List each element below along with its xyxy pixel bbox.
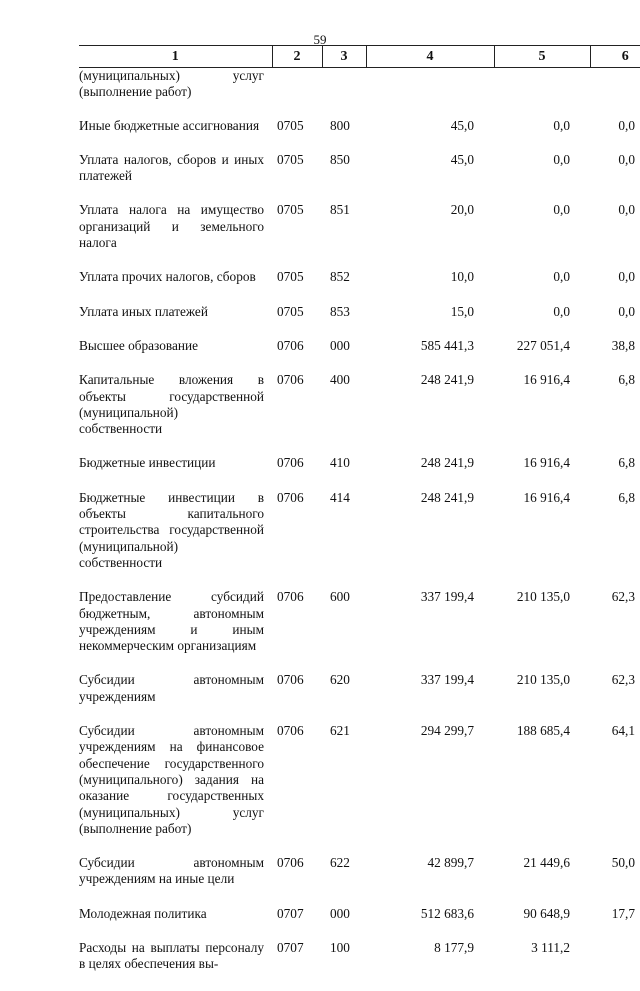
- cell-section: 0706: [277, 455, 304, 471]
- cell-name: Иные бюджетные ассигнования: [79, 117, 260, 133]
- cell-plan: 10,0: [450, 269, 474, 285]
- table-row: [79, 304, 640, 338]
- cell-section: 0706: [277, 372, 304, 388]
- cell-section: 0706: [277, 855, 304, 871]
- cell-percent: 0,0: [618, 202, 635, 218]
- cell-code: 100: [330, 939, 350, 955]
- cell-section: 0706: [277, 337, 304, 353]
- cell-percent: 62,3: [611, 589, 635, 605]
- cell-section: 0706: [277, 723, 304, 739]
- cell-code: 853: [330, 303, 350, 319]
- cell-name: Предоставление субсидий бюджетным, автономным учреждениям и иным некоммерческим организациям: [79, 589, 264, 654]
- cell-percent: 64,1: [611, 723, 635, 739]
- cell-plan: 294 299,7: [420, 723, 474, 739]
- cell-code: 410: [330, 455, 350, 471]
- cell-plan: 8 177,9: [434, 939, 474, 955]
- cell-plan: 20,0: [450, 202, 474, 218]
- cell-name: Субсидии автономным учреждениям: [79, 672, 264, 704]
- cell-actual: 16 916,4: [523, 372, 570, 388]
- cell-section: 0705: [277, 303, 304, 319]
- table-row: [79, 269, 640, 303]
- table-row: [79, 455, 640, 489]
- cell-code: 851: [330, 202, 350, 218]
- column-header: 6: [590, 46, 640, 68]
- budget-table: [79, 45, 640, 991]
- table-row: [79, 906, 640, 940]
- column-header: 3: [322, 46, 366, 68]
- cell-code: 000: [330, 905, 350, 921]
- cell-percent: [590, 940, 640, 991]
- cell-code: 850: [330, 151, 350, 167]
- cell-actual: 0,0: [553, 117, 570, 133]
- cell-percent: 6,8: [618, 455, 635, 471]
- cell-actual: 227 051,4: [516, 337, 570, 353]
- cell-name: Бюджетные инвестиции: [79, 455, 216, 471]
- column-header: 1: [79, 46, 272, 68]
- cell-code: 800: [330, 117, 350, 133]
- cell-actual: 188 685,4: [516, 723, 570, 739]
- cell-plan: 512 683,6: [420, 905, 474, 921]
- cell-section: 0705: [277, 202, 304, 218]
- cell-actual: 90 648,9: [523, 905, 570, 921]
- cell-percent: 6,8: [618, 372, 635, 388]
- cell-name: Капитальные вложения в объекты государственной (муниципальной) собственности: [79, 372, 264, 437]
- cell-plan: 42 899,7: [427, 855, 474, 871]
- cell-actual: 3 111,2: [531, 939, 570, 955]
- cell-name: Бюджетные инвестиции в объекты капитального строительства государственной (муниципальной) собственности: [79, 489, 264, 570]
- cell-section: 0705: [277, 151, 304, 167]
- cell-section: 0706: [277, 489, 304, 505]
- column-header: 4: [366, 46, 494, 68]
- cell-percent: 0,0: [618, 303, 635, 319]
- cell-actual: 0,0: [553, 269, 570, 285]
- table-row: [79, 152, 640, 203]
- cell-section: 0707: [277, 939, 304, 955]
- table-row: [79, 118, 640, 152]
- cell-actual: 21 449,6: [523, 855, 570, 871]
- cell-plan: 337 199,4: [420, 589, 474, 605]
- table-row: [79, 589, 640, 672]
- table-row: [79, 202, 640, 269]
- cell-name: Уплата налогов, сборов и иных платежей: [79, 151, 264, 184]
- cell-percent: 0,0: [618, 151, 635, 167]
- cell-plan: 585 441,3: [420, 337, 474, 353]
- cell-plan: 248 241,9: [420, 372, 474, 388]
- cell-code: 400: [330, 372, 350, 388]
- cell-actual: 210 135,0: [516, 589, 570, 605]
- cell-name: Уплата налога на имущество организаций и земельного налога: [79, 202, 264, 251]
- cell-name: Высшее образование: [79, 337, 198, 353]
- table-header-row: [79, 46, 640, 68]
- table-row: [79, 490, 640, 589]
- table-row: [79, 855, 640, 906]
- cell-name: Субсидии автономным учреждениям на иные цели: [79, 855, 264, 887]
- cell-name: Субсидии автономным учреждениям на финансовое обеспечение государственного (муниципального) задания на оказание государственных (муниципальных) услуг (выполнение работ): [79, 723, 264, 836]
- cell-code: 414: [330, 489, 350, 505]
- cell-name: Молодежная политика: [79, 905, 207, 921]
- cell-name: (муниципальных) услуг (выполнение работ): [79, 68, 264, 100]
- cell-actual: 16 916,4: [523, 489, 570, 505]
- cell-name: Уплата прочих налогов, сборов: [79, 269, 256, 285]
- cell-percent: 17,7: [611, 905, 635, 921]
- table-row: [79, 372, 640, 455]
- cell-section: 0707: [277, 905, 304, 921]
- cell-section: 0706: [277, 589, 304, 605]
- cell-plan: 45,0: [450, 151, 474, 167]
- cell-plan: 248 241,9: [420, 489, 474, 505]
- table-row: [79, 723, 640, 855]
- cell-plan: 45,0: [450, 117, 474, 133]
- cell-code: 621: [330, 723, 350, 739]
- cell-section: 0705: [277, 269, 304, 285]
- table-row: [79, 940, 640, 991]
- cell-percent: 0,0: [618, 269, 635, 285]
- cell-actual: 16 916,4: [523, 455, 570, 471]
- cell-name: Расходы на выплаты персоналу в целях обеспечения вы-: [79, 939, 264, 972]
- column-header: 2: [272, 46, 322, 68]
- cell-section: 0705: [277, 117, 304, 133]
- cell-plan: 15,0: [450, 303, 474, 319]
- column-header: 5: [494, 46, 590, 68]
- cell-percent: 62,3: [611, 672, 635, 688]
- cell-section: 0706: [277, 672, 304, 688]
- cell-actual: 0,0: [553, 303, 570, 319]
- cell-code: 620: [330, 672, 350, 688]
- cell-plan: 337 199,4: [420, 672, 474, 688]
- table-row: [79, 338, 640, 372]
- cell-code: 600: [330, 589, 350, 605]
- cell-percent: 6,8: [618, 489, 635, 505]
- table-row: [79, 672, 640, 723]
- cell-actual: 210 135,0: [516, 672, 570, 688]
- cell-percent: 0,0: [618, 117, 635, 133]
- cell-actual: 0,0: [553, 151, 570, 167]
- cell-code: 852: [330, 269, 350, 285]
- cell-code: 622: [330, 855, 350, 871]
- page-number: 59: [313, 32, 327, 47]
- cell-percent: 50,0: [611, 855, 635, 871]
- cell-plan: 248 241,9: [420, 455, 474, 471]
- table-row: [79, 68, 640, 118]
- cell-percent: 38,8: [611, 337, 635, 353]
- cell-name: Уплата иных платежей: [79, 303, 208, 319]
- cell-code: 000: [330, 337, 350, 353]
- cell-actual: 0,0: [553, 202, 570, 218]
